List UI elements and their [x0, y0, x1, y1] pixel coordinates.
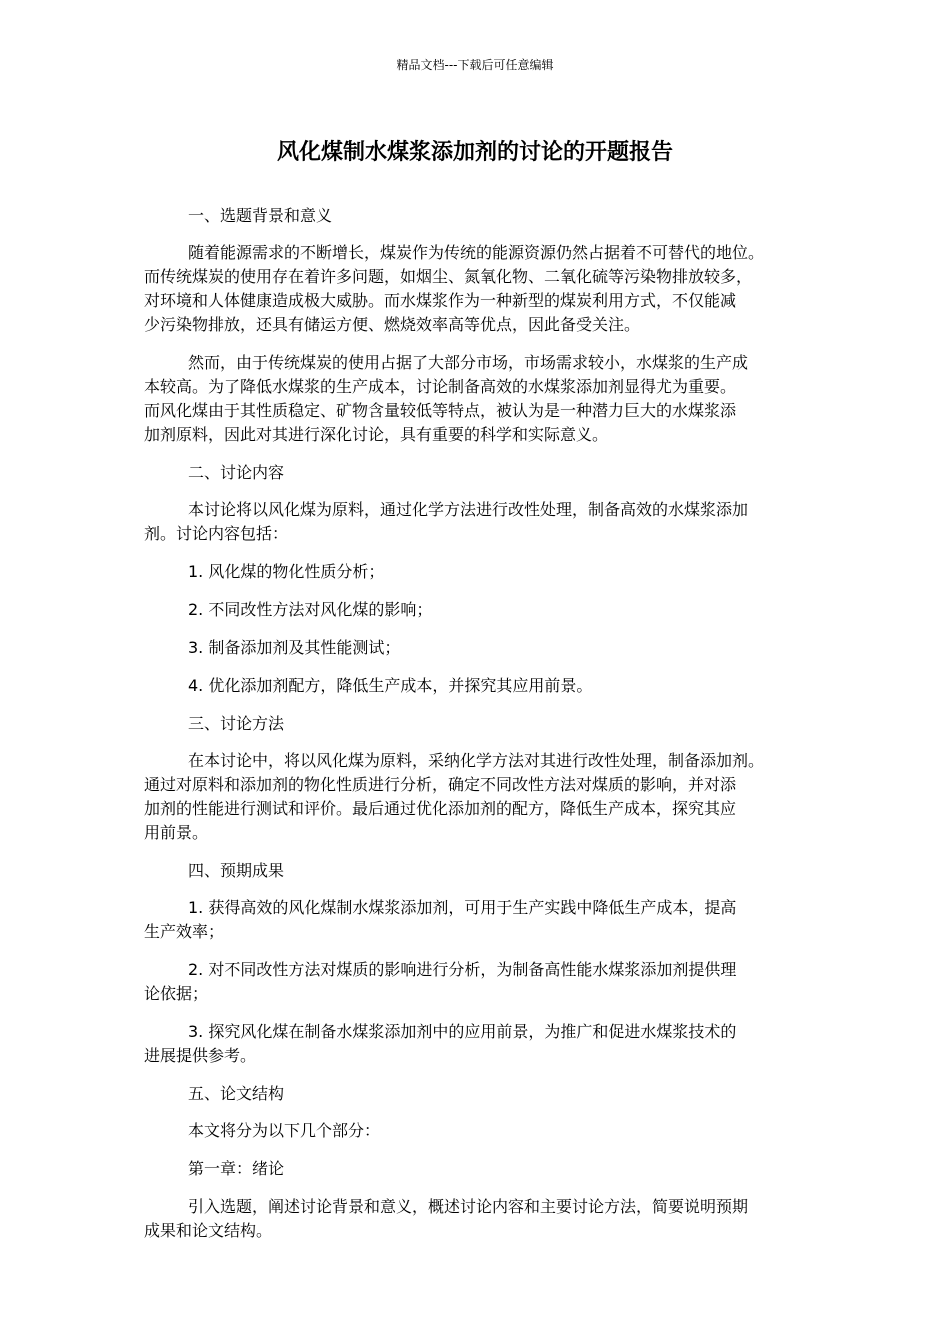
- document-title: 风化煤制水煤浆添加剂的讨论的开题报告: [276, 140, 673, 165]
- paragraph-structure-intro: 本文将分为以下几个部分：: [188, 1121, 381, 1140]
- section-heading-background: 一、选题背景和意义: [188, 206, 333, 225]
- list-item-results-2: 2. 对不同改性方法对煤质的影响进行分析，为制备高性能水煤浆添加剂提供理 论依据；: [144, 960, 737, 1003]
- section-heading-results: 四、预期成果: [188, 861, 285, 880]
- paragraph-background-2: 然而，由于传统煤炭的使用占据了大部分市场，市场需求较小，水煤浆的生产成 本较高。为了降低水煤浆的生产成本，讨论制备高效的水煤浆添加剂显得尤为重要。 而风化煤由于其性质稳定、矿物含量较低等特点，被认为是一种潜力巨大的水煤浆添 加剂原料，因此对其进行深化讨论，具有重要的科学和实际意义。: [144, 353, 749, 444]
- document-body: [144, 204, 816, 1257]
- list-item-results-3: 3. 探究风化煤在制备水煤浆添加剂中的应用前景，为推广和促进水煤浆技术的 进展提供参考。: [144, 1022, 737, 1065]
- paragraph-chapter-1-title: 第一章：绪论: [188, 1159, 285, 1178]
- list-item-content-1: 1. 风化煤的物化性质分析；: [188, 562, 385, 581]
- paragraph-background-1: 随着能源需求的不断增长，煤炭作为传统的能源资源仍然占据着不可替代的地位。 而传统煤炭的使用存在着许多问题，如烟尘、氮氧化物、二氧化硫等污染物排放较多， 对环境和人体健康造成极大威胁。而水煤浆作为一种新型的煤炭利用方式，不仅能减 少污染物排放，还具有储运方便、燃烧效率高等优点，因此备受关注。: [144, 243, 765, 334]
- section-heading-structure: 五、论文结构: [188, 1084, 285, 1103]
- paragraph-method: 在本讨论中，将以风化煤为原料，采纳化学方法对其进行改性处理，制备添加剂。 通过对原料和添加剂的物化性质进行分析，确定不同改性方法对煤质的影响，并对添 加剂的性能进行测试和评价。最后通过优化添加剂的配方，降低生产成本，探究其应 用前景。: [144, 751, 765, 842]
- list-item-content-3: 3. 制备添加剂及其性能测试；: [188, 638, 401, 657]
- list-item-content-2: 2. 不同改性方法对风化煤的影响；: [188, 600, 433, 619]
- section-heading-content: 二、讨论内容: [188, 463, 285, 482]
- section-heading-method: 三、讨论方法: [188, 714, 285, 733]
- list-item-content-4: 4. 优化添加剂配方，降低生产成本，并探究其应用前景。: [188, 676, 593, 695]
- paragraph-chapter-1-desc: 引入选题，阐述讨论背景和意义，概述讨论内容和主要讨论方法，简要说明预期 成果和论文结构。: [144, 1197, 749, 1240]
- page-header-note: 精品文档---下载后可任意编辑: [396, 58, 554, 72]
- paragraph-content-intro: 本讨论将以风化煤为原料，通过化学方法进行改性处理，制备高效的水煤浆添加 剂。讨论内容包括：: [144, 500, 749, 543]
- list-item-results-1: 1. 获得高效的风化煤制水煤浆添加剂，可用于生产实践中降低生产成本，提高 生产效率；: [144, 898, 737, 941]
